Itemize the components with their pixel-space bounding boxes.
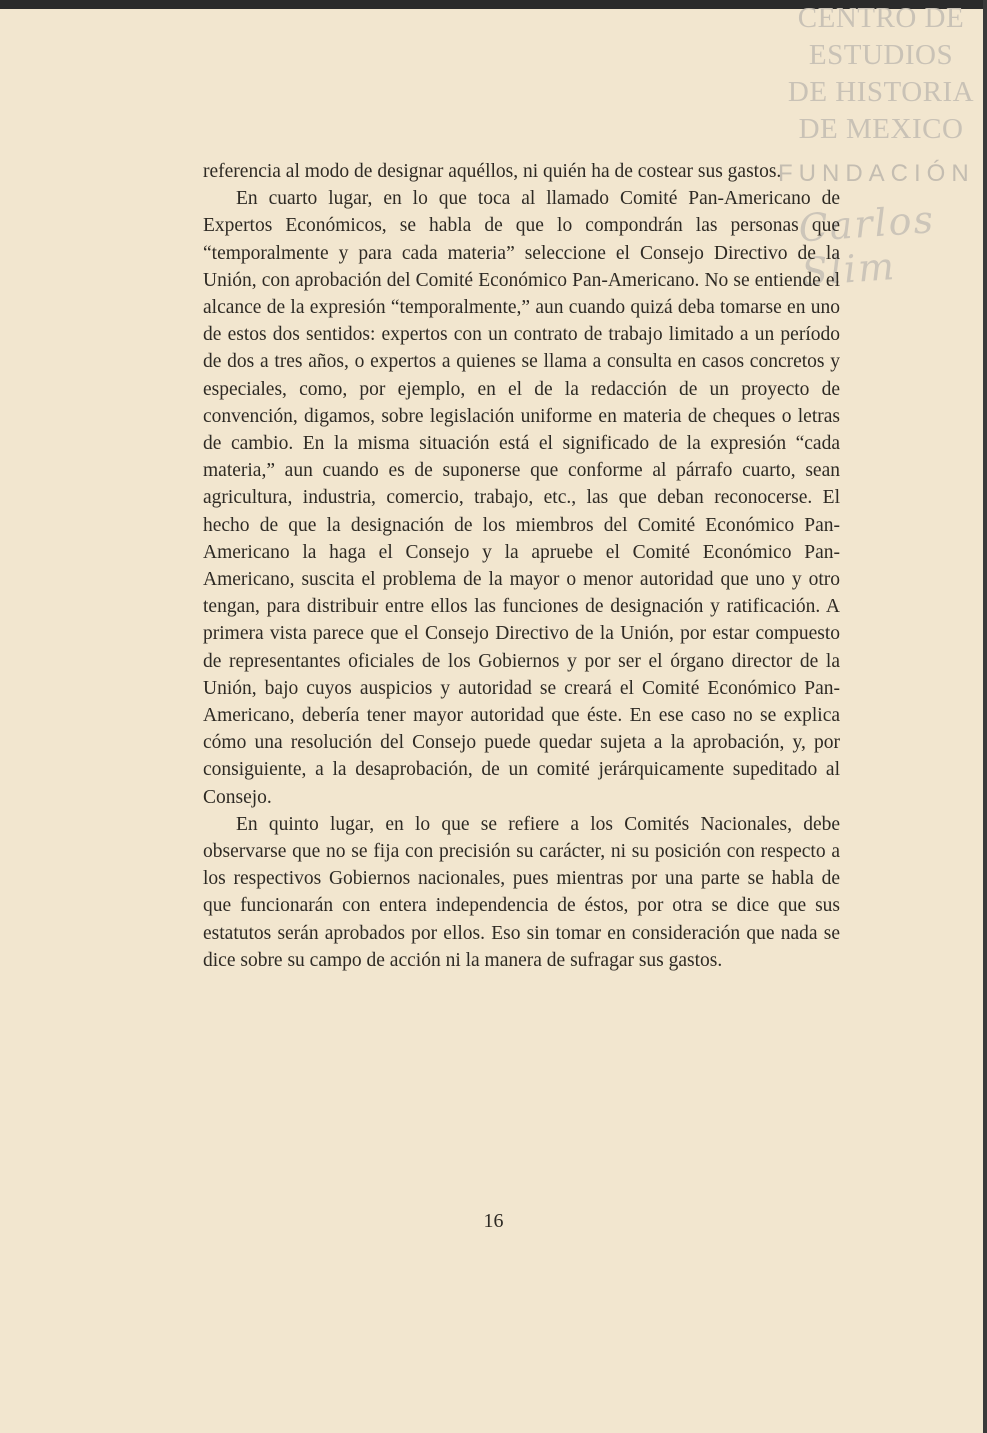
watermark-line: DE MEXICO bbox=[798, 113, 964, 145]
body-text bbox=[203, 158, 840, 974]
watermark-line: CENTRO DE bbox=[797, 2, 965, 34]
watermark-institution bbox=[775, 0, 987, 148]
watermark-line: ESTUDIOS bbox=[808, 39, 954, 71]
watermark-signature: Carlos Slim bbox=[797, 197, 937, 295]
watermark-fundacion: FUNDACIÓN bbox=[778, 160, 975, 187]
paragraph: En cuarto lugar, en lo que toca al llamado Comité Pan-Americano de Expertos Económicos, se habla de que lo compondrán las personas que “temporalmente y para cada materia” seleccione el Consejo Directivo de la Unión, con aprobación del Comité Económico Pan-Americano. No se entiende el alcance de la expresión “temporalmente,” aun cuando quizá deba tomarse en uno de estos dos sentidos: expertos con un contrato de trabajo limitado a un período de dos a tres años, o expertos a quienes se llama a consulta en casos concretos y especiales, como, por ejemplo, en el de la redacción de un proyecto de convención, digamos, sobre legislación uniforme en materia de cheques o letras de cambio. En la misma situación está el significado de la expresión “cada materia,” aun cuando es de suponerse que conforme al párrafo cuarto, sean agricultura, industria, comercio, trabajo, etc., las que deban reconocerse. El hecho de que la designación de los miembros del Comité Económico Pan-Americano la haga el Consejo y la apruebe el Comité Económico Pan-Americano, suscita el problema de la mayor o menor autoridad que uno y otro tengan, para distribuir entre ellos las funciones de designación y ratificación. A primera vista parece que el Consejo Directivo de la Unión, por estar compuesto de representantes oficiales de los Gobiernos y por ser el órgano director de la Unión, bajo cuyos auspicios y autoridad se creará el Comité Económico Pan-Americano, debería tener mayor autoridad que éste. En ese caso no se explica cómo una resolución del Consejo puede quedar sujeta a la aprobación, y, por consiguiente, a la desaprobación, de un comité jerárquicamente supeditado al Consejo. bbox=[203, 188, 840, 808]
paragraph: referencia al modo de designar aquéllos, ni quién ha de costear sus gastos. bbox=[203, 161, 782, 182]
watermark-line: DE HISTORIA bbox=[787, 76, 975, 108]
page-number: 16 bbox=[483, 1210, 504, 1232]
paragraph: En quinto lugar, en lo que se refiere a los Comités Nacionales, debe observarse que no se fija con precisión su carácter, ni su posición con respecto a los respectivos Gobiernos nacionales, pues mientras por una parte se habla de que funcionarán con entera independencia de éstos, por otra se dice que sus estatutos serán aprobados por ellos. Eso sin tomar en consideración que nada se dice sobre su campo de acción ni la manera de sufragar sus gastos. bbox=[203, 813, 840, 971]
